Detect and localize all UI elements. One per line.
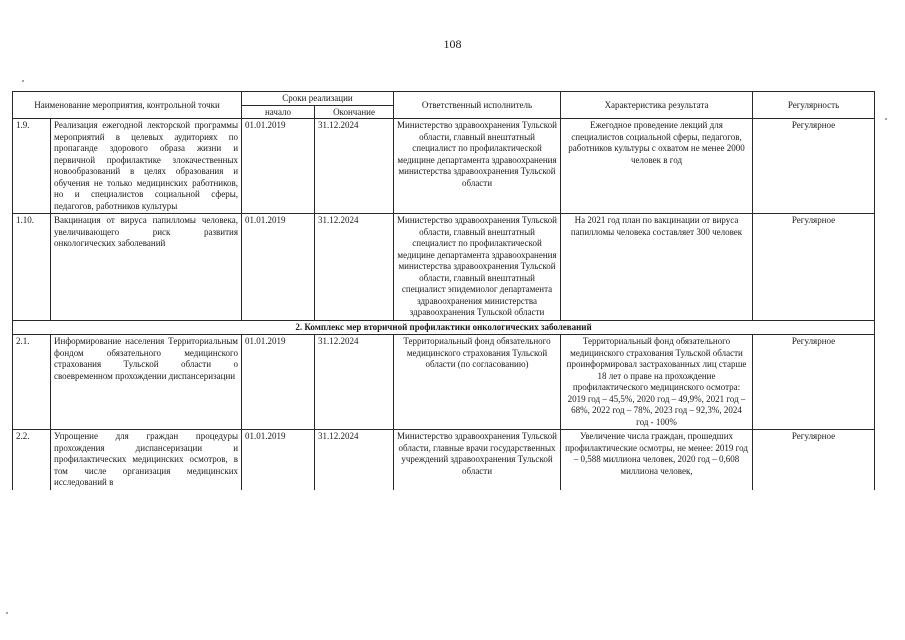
executor: Министерство здравоохранения Тульской области, главный внештатный специалист по профилактической медицине департамента здравоохранения министерства здравоохранения Тульской области <box>394 119 561 214</box>
header-executor: Ответственный исполнитель <box>394 92 561 119</box>
end-date: 31.12.2024 <box>315 430 394 490</box>
start-date: 01.01.2019 <box>242 335 315 430</box>
header-result: Характеристика результата <box>561 92 753 119</box>
start-date: 01.01.2019 <box>242 119 315 214</box>
measure-name: Реализация ежегодной лекторской программы мероприятий в целевых аудиториях по пропаганде здорового образа жизни и первичной профилактике злокачественных новообразований в целях образования и обучения не только медицинских работников, но и специалистов социальной сферы, педагогов, работников культуры <box>51 119 242 214</box>
regularity: Регулярное <box>753 214 875 321</box>
measures-table <box>12 91 875 490</box>
executor: Министерство здравоохранения Тульской области, главные врачи государственных учреждений здравоохранения Тульской области <box>394 430 561 490</box>
result: Территориальный фонд обязательного медицинского страхования Тульской области проинформировал застрахованных лиц старше 18 лет о праве на прохождение профилактического медицинского осмотра: 2019 год – 45,5%, 2020 год – 49,9%, 2021 год – 68%, 2022 год – 78%, 2023 год – 92,3%, 2024 год - 100% <box>561 335 753 430</box>
result: Ежегодное проведение лекций для специалистов социальной сферы, педагогов, работников культуры с охватом не менее 2000 человек в год <box>561 119 753 214</box>
header-start: начало <box>242 105 315 119</box>
scan-speck <box>22 80 24 82</box>
row-number: 1.10. <box>13 214 51 321</box>
executor: Министерство здравоохранения Тульской области, главный внештатный специалист по профилактической медицине департамента здравоохранения министерства здравоохранения Тульской области, главный внештатный специалист эпидемиолог департамента здравоохранения министерства здравоохранения Тульской области <box>394 214 561 321</box>
end-date: 31.12.2024 <box>315 119 394 214</box>
table-row <box>13 335 875 430</box>
page-number: 108 <box>443 37 462 51</box>
header-period: Сроки реализации <box>242 92 394 106</box>
section-title: 2. Комплекс мер вторичной профилактики онкологических заболеваний <box>13 320 875 335</box>
measure-name: Упрощение для граждан процедуры прохождения диспансеризации и профилактических медицинских осмотров, в том числе организация медицинских исследований в <box>51 430 242 490</box>
header-row <box>13 92 875 106</box>
regularity: Регулярное <box>753 119 875 214</box>
section-row <box>13 320 875 335</box>
executor: Территориальный фонд обязательного медицинского страхования Тульской области (по согласованию) <box>394 335 561 430</box>
row-number: 1.9. <box>13 119 51 214</box>
regularity: Регулярное <box>753 335 875 430</box>
start-date: 01.01.2019 <box>242 214 315 321</box>
start-date: 01.01.2019 <box>242 430 315 490</box>
row-number: 2.1. <box>13 335 51 430</box>
header-name: Наименование мероприятия, контрольной точки <box>13 92 242 119</box>
header-end: Окончание <box>315 105 394 119</box>
table-row <box>13 214 875 321</box>
end-date: 31.12.2024 <box>315 214 394 321</box>
regularity: Регулярное <box>753 430 875 490</box>
header-regularity: Регулярность <box>753 92 875 119</box>
end-date: 31.12.2024 <box>315 335 394 430</box>
measure-name: Информирование населения Территориальным фондом обязательного медицинского страхования Тульской области о своевременном прохождении диспансеризации <box>51 335 242 430</box>
scan-speck <box>885 118 887 120</box>
measure-name: Вакцинация от вируса папилломы человека, увеличивающего риск развития онкологических заболеваний <box>51 214 242 321</box>
table-row <box>13 119 875 214</box>
result: На 2021 год план по вакцинации от вируса папилломы человека составляет 300 человек <box>561 214 753 321</box>
scan-speck <box>6 612 8 614</box>
row-number: 2.2. <box>13 430 51 490</box>
table-row <box>13 430 875 490</box>
result: Увеличение числа граждан, прошедших профилактические осмотры, не менее: 2019 год – 0,588 миллиона человек, 2020 год – 0,608 миллиона человек, <box>561 430 753 490</box>
